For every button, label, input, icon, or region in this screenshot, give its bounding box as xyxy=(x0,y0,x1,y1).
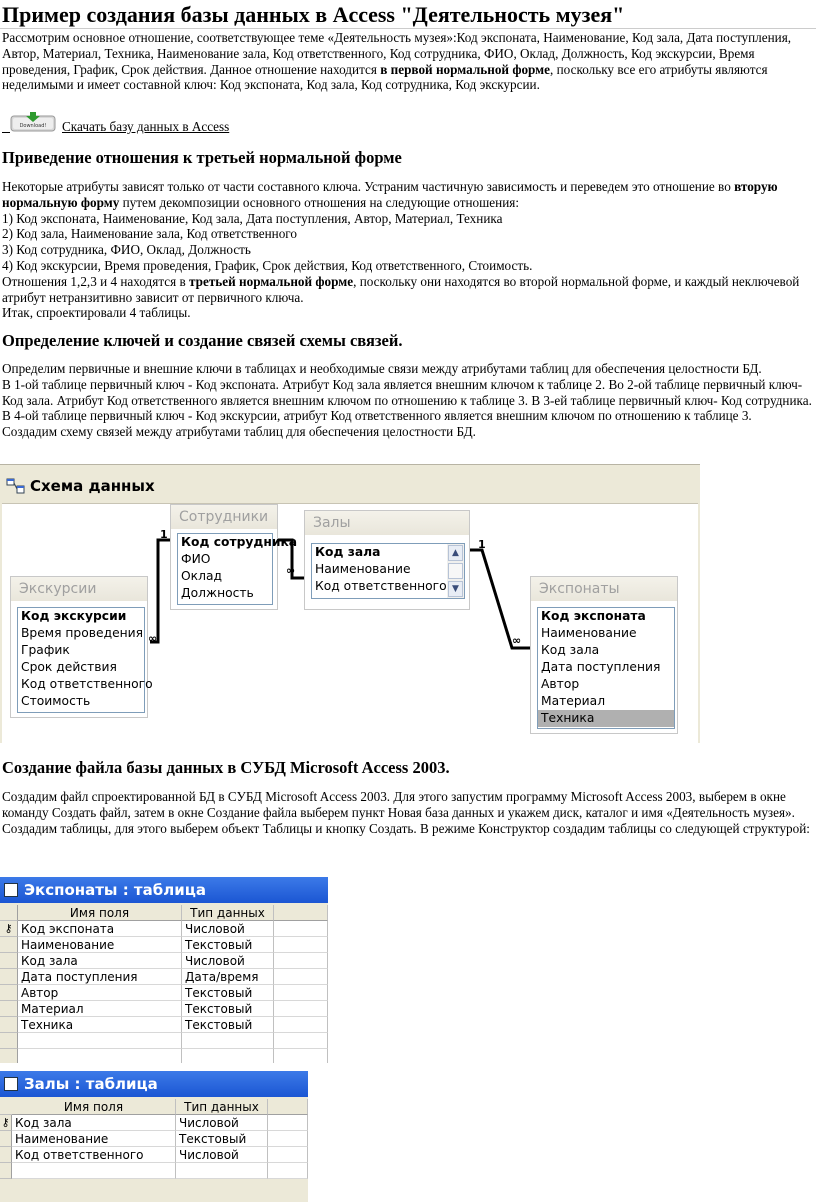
field-name-cell[interactable]: Код зала xyxy=(12,1115,176,1131)
heading-create: Создание файла базы данных в СУБД Microsoft Access 2003. xyxy=(2,758,450,777)
table-excursions-fields xyxy=(17,607,153,713)
relation-one-label: 1 xyxy=(160,528,168,541)
field-name-cell[interactable]: Наименование xyxy=(12,1131,176,1147)
field-item[interactable]: ФИО xyxy=(181,552,211,566)
field-item[interactable]: Автор xyxy=(541,677,580,691)
field-item-selected[interactable]: Техника xyxy=(538,710,674,727)
scroll-down-icon[interactable]: ▼ xyxy=(448,581,463,597)
field-name-cell[interactable]: Код экспоната xyxy=(18,921,182,937)
field-name-cell[interactable]: Код ответственного xyxy=(12,1147,176,1163)
relation-many-label: ∞ xyxy=(286,564,296,577)
table-exhibits-header[interactable]: Экспонаты xyxy=(531,577,677,601)
field-item[interactable]: Время проведения xyxy=(21,626,144,640)
table-row[interactable] xyxy=(0,921,328,937)
download-row xyxy=(2,112,402,136)
relation-many-label: ∞ xyxy=(148,632,158,645)
field-type-cell[interactable]: Текстовый xyxy=(176,1131,268,1147)
heading-keys: Определение ключей и создание связей схемы связей. xyxy=(2,331,403,350)
table-exhibits[interactable] xyxy=(530,576,678,734)
field-name-cell[interactable]: Код зала xyxy=(18,953,182,969)
table-exhibits-fields xyxy=(537,607,675,729)
field-item[interactable]: Код зала xyxy=(541,643,600,657)
field-item[interactable]: Должность xyxy=(181,586,254,600)
field-name-cell[interactable]: Автор xyxy=(18,985,182,1001)
table-row[interactable] xyxy=(0,1033,328,1049)
download-icon[interactable] xyxy=(10,112,56,132)
field-item[interactable]: Код ответственного xyxy=(21,677,153,691)
column-header-description[interactable] xyxy=(268,1099,308,1115)
field-item[interactable]: Код экскурсии xyxy=(21,609,127,623)
field-item[interactable]: Код экспоната xyxy=(541,609,646,623)
field-item[interactable]: Код ответственного xyxy=(315,579,447,593)
paragraph-create: Создадим файл спроектированной БД в СУБД Microsoft Access 2003. Для этого запустим программу Microsoft Access 2003, выберем в окне команду Создать файл, затем в окне Создание файла выберем пункт Новая база данных и укажем диск, каталог и имя «Деятельность музея». Создадим таблицы, для этого выберем объект Таблицы и кнопку Создать. В режиме Конструктор создадим таблицы со следующей структурой: xyxy=(2,789,810,836)
svg-text:Download!: Download! xyxy=(19,123,47,129)
field-type-cell[interactable]: Числовой xyxy=(182,953,274,969)
design-table-exhibits xyxy=(0,877,328,1063)
column-header-type[interactable]: Тип данных xyxy=(176,1099,268,1115)
intro-paragraph: Рассмотрим основное отношение, соответствующее теме «Деятельность музея»:Код экспоната, Наименование, Код зала, Дата поступления, Автор, Материал, Техника, Наименование зала, Код ответственного, Код сотрудника, ФИО, Оклад, Должность, Код экскурсии, Время проведения, График, Срок действия. Данное отношение находится в первой нормальной форме, поскольку все его атрибуты являются неделимыми и имеет составной ключ: Код экспоната, Код зала, Код сотрудника, Код экскурсии. xyxy=(2,30,792,93)
field-type-cell[interactable]: Числовой xyxy=(182,921,274,937)
scroll-thumb[interactable] xyxy=(448,563,463,579)
heading-3nf: Приведение отношения к третьей нормальной форме xyxy=(2,148,402,167)
page-title: Пример создания базы данных в Access "Деятельность музея" xyxy=(2,2,625,27)
field-item[interactable]: Оклад xyxy=(181,569,223,583)
design-grid xyxy=(0,903,328,1063)
relationships-icon xyxy=(6,478,26,494)
field-type-cell[interactable]: Текстовый xyxy=(182,985,274,1001)
table-excursions[interactable] xyxy=(10,576,153,718)
table-halls-header[interactable]: Залы xyxy=(305,511,469,535)
table-row[interactable] xyxy=(0,937,328,953)
field-name-cell[interactable]: Дата поступления xyxy=(18,969,182,985)
field-type-cell[interactable]: Числовой xyxy=(176,1115,268,1131)
paragraph-keys: Определим первичные и внешние ключи в таблицах и необходимые связи между атрибутами таблиц для обеспечения целостности БД. В 1-ой таблице первичный ключ - Код экспоната. Атрибут Код зала является внешним ключом к таблице 2. Во 2-ой таблице первичный ключ- Код зала. Атрибут Код ответственного является внешним ключом по отношению к таблице 3. В 3-ей таблице первичный ключ- Код сотрудника. В 4-ой таблице первичный ключ - Код экскурсии, атрибут Код ответственного является внешним ключом по отношению к таблице 3. Создадим схему связей между атрибутами таблиц для обеспечения целостности БД. xyxy=(2,361,812,440)
table-row[interactable] xyxy=(0,1017,328,1033)
paragraph-3nf: Некоторые атрибуты зависят только от части составного ключа. Устраним частичную зависимость и переведем это отношение во вторую нормальную форму путем декомпозиции основного отношения на следующие отношения: 1) Код экспоната, Наименование, Код зала, Дата поступления, Автор, Материал, Техника 2) Код зала, Наименование зала, Код ответственного 3) Код сотрудника, ФИО, Оклад, Должность 4) Код экскурсии, Время проведения, График, Срок действия, Код ответственного, Стоимость. Отношения 1,2,3 и 4 находятся в третьей нормальной форме, поскольку они находятся во второй нормальной форме, и каждый неключевой атрибут нетранзитивно зависит от первичного ключа. Итак, спроектировали 4 таблицы. xyxy=(2,179,814,321)
table-row[interactable] xyxy=(0,1147,308,1163)
title-divider xyxy=(0,28,816,29)
table-staff[interactable] xyxy=(170,504,298,610)
field-item[interactable]: Материал xyxy=(541,694,606,708)
relation-item: 3) Код сотрудника, ФИО, Оклад, Должность xyxy=(2,242,251,258)
design-grid xyxy=(0,1097,308,1202)
relation-many-label: ∞ xyxy=(512,634,522,647)
field-item[interactable]: Срок действия xyxy=(21,660,117,674)
table-row[interactable] xyxy=(0,1049,328,1063)
design-table-titlebar: Залы : таблица xyxy=(0,1071,308,1097)
column-header-name[interactable]: Имя поля xyxy=(12,1099,176,1115)
design-table-titlebar: Экспонаты : таблица xyxy=(0,877,328,903)
field-type-cell[interactable]: Текстовый xyxy=(182,1001,274,1017)
field-item[interactable]: Дата поступления xyxy=(541,660,661,674)
fields-scrollbar[interactable] xyxy=(447,544,464,598)
design-table-halls xyxy=(0,1071,308,1202)
field-name-cell[interactable]: Техника xyxy=(18,1017,182,1033)
column-header-description[interactable] xyxy=(274,905,328,921)
field-name-cell[interactable]: Материал xyxy=(18,1001,182,1017)
relationships-title: Схема данных xyxy=(30,477,155,495)
field-item[interactable]: Наименование xyxy=(541,626,637,640)
relation-item: 1) Код экспоната, Наименование, Код зала, Дата поступления, Автор, Материал, Техника xyxy=(2,210,503,226)
field-type-cell[interactable]: Дата/время xyxy=(182,969,274,985)
field-type-cell[interactable]: Текстовый xyxy=(182,1017,274,1033)
field-item[interactable]: График xyxy=(21,643,70,657)
table-row[interactable] xyxy=(0,1163,308,1179)
table-halls[interactable] xyxy=(304,510,470,610)
download-link[interactable]: Скачать базу данных в Access xyxy=(62,119,230,134)
relationships-window xyxy=(0,464,700,743)
table-row[interactable] xyxy=(0,969,328,985)
relation-item: 2) Код зала, Наименование зала, Код ответственного xyxy=(2,226,297,242)
table-staff-fields xyxy=(177,533,298,605)
relation-item: 4) Код экскурсии, Время проведения, График, Срок действия, Код ответственного, Стоимость. xyxy=(2,257,533,273)
table-row[interactable] xyxy=(0,985,328,1001)
primary-key-icon[interactable]: ⚷ xyxy=(0,1115,12,1131)
table-row[interactable] xyxy=(0,1001,328,1017)
field-name-cell[interactable]: Наименование xyxy=(18,937,182,953)
relationships-canvas xyxy=(2,503,698,744)
field-item[interactable]: Наименование xyxy=(315,562,411,576)
column-header-name[interactable]: Имя поля xyxy=(18,905,182,921)
table-row[interactable] xyxy=(0,953,328,969)
field-item[interactable]: Код сотрудника xyxy=(181,535,298,549)
scroll-up-icon[interactable]: ▲ xyxy=(448,545,463,561)
table-icon xyxy=(4,883,18,897)
table-excursions-header[interactable]: Экскурсии xyxy=(11,577,147,601)
table-row[interactable] xyxy=(0,1115,308,1131)
field-type-cell[interactable]: Текстовый xyxy=(182,937,274,953)
primary-key-icon[interactable]: ⚷ xyxy=(0,921,18,937)
field-item[interactable]: Стоимость xyxy=(21,694,91,708)
relationships-titlebar xyxy=(4,475,700,497)
column-header-type[interactable]: Тип данных xyxy=(182,905,274,921)
field-type-cell[interactable]: Числовой xyxy=(176,1147,268,1163)
table-icon xyxy=(4,1077,18,1091)
table-halls-fields xyxy=(311,543,465,599)
relation-one-label: 1 xyxy=(478,538,486,551)
table-row[interactable] xyxy=(0,1131,308,1147)
field-item[interactable]: Код зала xyxy=(315,545,381,559)
table-staff-header[interactable]: Сотрудники xyxy=(171,505,277,529)
